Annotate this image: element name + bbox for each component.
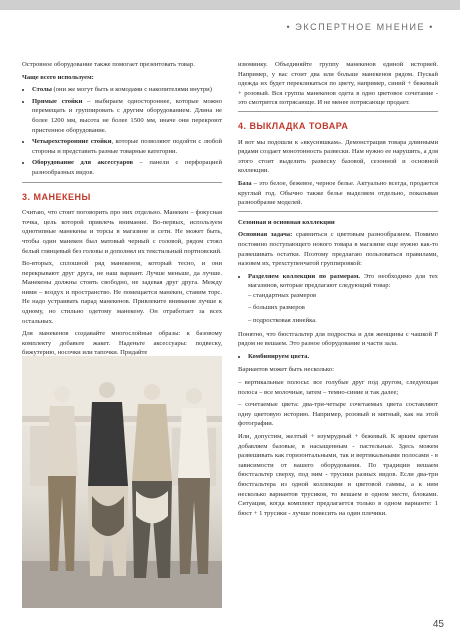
dash-item: – стандартных размеров [248,291,317,299]
bullet-list-2 [238,352,438,362]
bullet-text: Это необходимо для тех магазинов, которые предлагают следующий товар: [248,272,438,290]
paragraph: Понятно, что бюстгальтер для подростка и для женщины с чашкой F рядом не вешаем. Это разное оборудование и части зала. [238,330,438,348]
list-item [32,158,222,177]
dash-item: – сочетаемые цвета: два-три-четыре сочетаемых цвета составляют одну цветовую историю. Например, розовый и мятный, как на этой фотографии. [238,401,438,428]
list-item [32,137,222,156]
paragraph: изюминку. Объединяйте группу манекенов единой историей. Например, у вас стоит два или больше манекенов рядом. Пускай одежда их будет перекликаться по цвету, например, синий + бежевый + розовый. Вся группа манекенов одета в одно цветовое сочетание - это смотрится потрясающе. И не менее потрясающе продает. [238,61,438,107]
task-text: сравниться с цветовым разнообразием. Помимо постоянно поступающего нового товара в магазине еще нужно как-то развешивать остатки. Поэтому предлагаю пользоваться правилами, назовем их, трехступенчатой группировкой: [238,231,438,268]
item-bold: Четырехсторонние стойки [32,138,112,146]
equipment-list [22,85,222,177]
item-text: , которые позволяют подойти с любой стороны и представить разные товарные категории. [32,138,223,155]
mannequin-photo-illustration [22,356,222,608]
section-divider [22,182,222,183]
mannequin-photo [22,356,222,608]
paragraph [238,230,438,268]
bullet-list-1 [238,272,438,326]
header-title: • ЭКСПЕРТНОЕ МНЕНИЕ • [286,22,434,32]
task-bold: Основная задача: [238,231,293,239]
header-bar [0,0,460,10]
paragraph: Во-вторых, сплошной ряд манекенов, который тесно, и они перекрывают друг друга, не наш вариант. Лучше меньше, да лучше. Манекены должны стоять свободно, не задевая друг друга. Между ними – воздух и пространство. Не помещается манекен, ставим торс. Не надо устраивать парад манекенов. Привлеките внимание лучше к одному, но стильно одетому манекену. Он отработает за всех остальных. [22,260,222,325]
list-item [32,97,222,135]
page-header [0,0,460,50]
bullet-bold: Разделяем коллекции по размерам. [248,272,360,280]
intro-text: Островное оборудование также помогает презентовать товар. [22,61,195,68]
section-3-title: 3. МАНЕКЕНЫ [22,191,91,202]
base-bold: База [238,179,252,187]
section-divider [238,111,438,112]
paragraph: И вот мы подошли к «вкусняшкам». Демонстрация товара длинными рядами создает монотонность развески. Нам нужно ее нарушить, а для этого стоит выделить развеску базовой, сезонной и основной коллекции. [238,138,438,175]
list-item [248,272,438,326]
used-title: Чаще всего используем: [22,73,94,81]
dash-item: – подростковая линейка. [248,317,317,325]
page-number: 45 [432,619,444,630]
right-column [238,60,438,521]
paragraph: Считаю, что стоит поговорить про них отдельно. Манекен – фокусная точка, цель которой привлечь внимание. Во-первых, используем однотипные манекены и торсы в магазине и сети. Не может быть, чтобы один манекен был матовый черный с головой, рядом стоял белый глянцевый без головы и дополнял их текстильный портновский. [22,209,222,255]
subsection-title: Сезонная и основная коллекции [238,218,335,226]
section-4-title: 4. ВЫКЛАДКА ТОВАРА [238,120,349,131]
list-item [248,352,438,362]
base-text: – это белое, бежевое, черное белье. Актуально всегда, продается круглый год. Обычно также белье выделяем отдельно, показывая разнообразие моделей. [238,179,438,207]
dash-item: – больших размеров [248,304,305,312]
item-bold: Оборудование для аксессуаров [32,159,134,167]
paragraph: Или, допустим, желтый + изумрудный + бежевый. К ярким цветам добавляем базовые, в насыщенным - пастельные. Здесь можем развешивать как горизонтальными, так и вертикальными полосами - в зависимости от вашего оборудования. По традиции вешаем бюстгальтер сверху, под ним - трусики разных видов. Если два-три бюстгальтера из одной коллекции и цветовой гаммы, а к ним несколько вариантов трусиков, то вешаем в одном месте, блоками. Ситуация, когда комплект предлагается только в одном варианте: 1 бюст + 1 трусики - лучше повесить на один плечики. [238,433,438,517]
item-bold: Прямые стойки [32,97,83,105]
item-text: – выбираем одностороннее, которые можно перемещать и группировать с другим оборудованием. Длина не более 1200 мм, высота не более 1500 мм, иначе они перекроют пристенное оборудование. [32,97,222,134]
bullet-bold: Комбинируем цвета. [248,352,310,360]
dash-item: – вертикальные полосы: все голубые друг под другом, следующая полоса – все молочные, затем – темно-синие и так далее; [238,379,438,396]
item-bold: Столы [32,86,52,94]
paragraph: Для манекенов создавайте многослойные образы: к базовому комплекту добавьте жакет. Наденьте аксессуары: подвеску, бижутерию, носочки или тапочки. Придайте [22,330,222,357]
paragraph: Вариантов может быть несколько: [238,366,334,374]
item-text: (они же могут быть и комодами с накопителями внутри) [51,86,212,94]
paragraph [238,179,438,208]
list-item [32,85,222,95]
section-divider [238,211,438,212]
left-column [22,60,222,361]
item-text: – панели с перфорацией разнообразных видов. [32,159,222,176]
